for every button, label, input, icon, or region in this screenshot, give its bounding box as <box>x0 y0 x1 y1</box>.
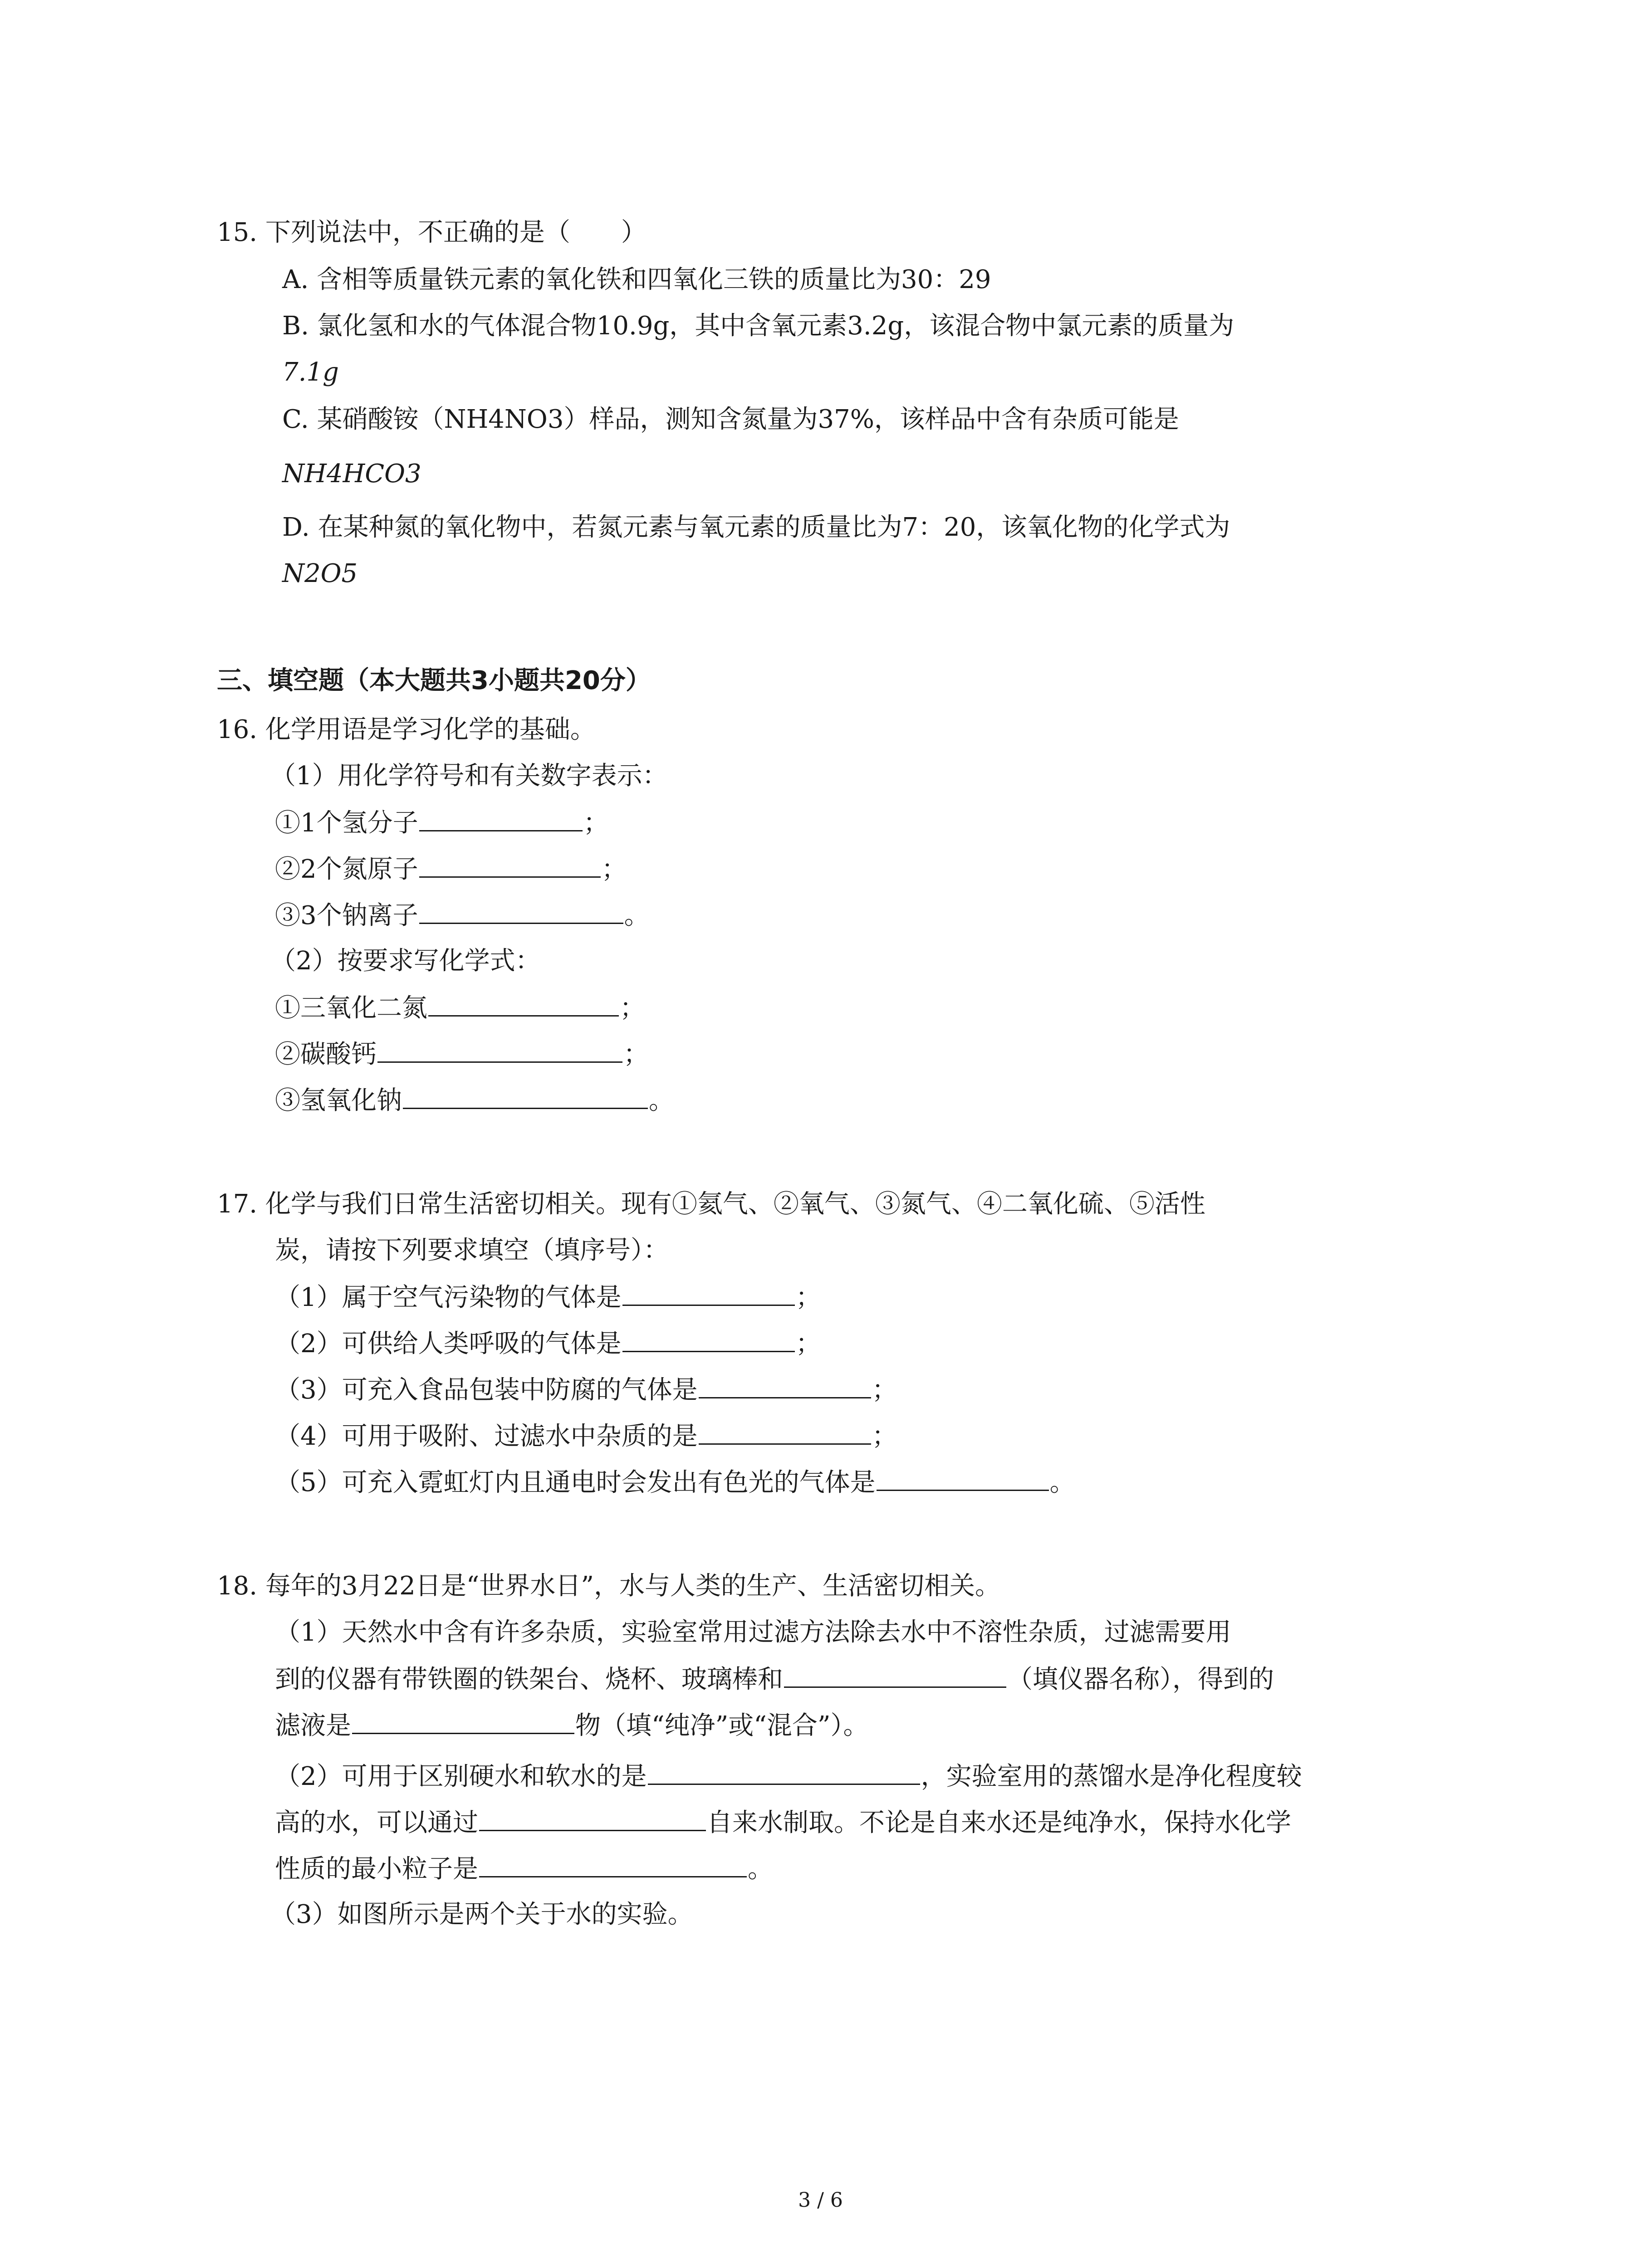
q16-item-label: ①三氧化二氮 <box>275 993 427 1023</box>
punctuation: ； <box>872 1422 897 1451</box>
answer-blank[interactable] <box>377 1038 622 1063</box>
q16-item-label: ②2个氮原子 <box>275 855 418 884</box>
q18-part3: （3）如图所示是两个关于水的实验。 <box>270 1900 693 1929</box>
punctuation: ； <box>872 1375 897 1405</box>
answer-blank[interactable] <box>352 1709 574 1734</box>
q18-part1-cont <box>275 1663 1274 1696</box>
q17-part-label: （1）属于空气污染物的气体是 <box>275 1283 622 1312</box>
answer-blank[interactable] <box>699 1420 871 1445</box>
q16-item <box>275 853 627 885</box>
q16-item-label: ②碳酸钙 <box>275 1040 377 1069</box>
punctuation: 。 <box>1049 1468 1075 1497</box>
q15-option-c-formula: NH4HCO3 <box>282 459 421 489</box>
q15-option-c: C. 某硝酸铵（NH4NO3）样品，测知含氮量为37%，该样品中含有杂质可能是 <box>282 405 1179 434</box>
answer-blank[interactable] <box>648 1760 920 1785</box>
answer-blank[interactable] <box>479 1806 706 1831</box>
q18-text: 物（填“纯净”或“混合”）。 <box>575 1711 869 1740</box>
q17-part <box>275 1466 1075 1499</box>
q17-stem-cont: 炭，请按下列要求填空（填序号）： <box>275 1236 669 1265</box>
q15-option-a: A. 含相等质量铁元素的氧化铁和四氧化三铁的质量比为30：29 <box>282 265 991 294</box>
q18-text: 性质的最小粒子是 <box>275 1854 478 1884</box>
punctuation: ； <box>583 808 609 838</box>
q16-item <box>275 899 650 932</box>
q18-text: 滤液是 <box>275 1711 351 1740</box>
answer-blank[interactable] <box>622 1327 795 1352</box>
q16-item-label: ③3个钠离子 <box>275 901 418 930</box>
answer-blank[interactable] <box>419 853 601 878</box>
answer-blank[interactable] <box>699 1374 871 1398</box>
answer-blank[interactable] <box>877 1466 1049 1491</box>
q16-item-label: ①1个氢分子 <box>275 808 418 838</box>
page-number: 3 / 6 <box>798 2189 843 2212</box>
q18-part2-cont <box>275 1853 773 1885</box>
answer-blank[interactable] <box>428 992 619 1017</box>
q17-part-label: （5）可充入霓虹灯内且通电时会发出有色光的气体是 <box>275 1468 876 1497</box>
answer-blank[interactable] <box>622 1281 795 1306</box>
q18-part2-cont <box>275 1806 1291 1839</box>
q17-part-label: （3）可充入食品包装中防腐的气体是 <box>275 1375 698 1405</box>
answer-blank[interactable] <box>419 807 583 831</box>
q18-text: （填仪器名称），得到的 <box>1007 1665 1274 1694</box>
section-heading: 三、填空题（本大题共3小题共20分） <box>217 666 651 695</box>
q17-part <box>275 1327 821 1360</box>
q16-part2: （2）按要求写化学式： <box>270 946 541 976</box>
punctuation: 。 <box>748 1854 773 1884</box>
q18-text: 到的仪器有带铁圈的铁架台、烧杯、玻璃棒和 <box>275 1665 783 1694</box>
q18-part2 <box>275 1760 1302 1793</box>
punctuation: ； <box>795 1329 821 1359</box>
q18-text: （2）可用于区别硬水和软水的是 <box>275 1762 647 1791</box>
answer-blank[interactable] <box>784 1663 1006 1688</box>
q16-stem: 16. 化学用语是学习化学的基础。 <box>217 715 596 744</box>
punctuation: ； <box>620 993 645 1023</box>
q17-part-label: （4）可用于吸附、过滤水中杂质的是 <box>275 1422 698 1451</box>
answer-blank[interactable] <box>419 899 623 924</box>
q18-text: ，实验室用的蒸馏水是净化程度较 <box>921 1762 1302 1791</box>
q17-part <box>275 1281 821 1314</box>
q18-text: 自来水制取。不论是自来水还是纯净水，保持水化学 <box>707 1808 1291 1838</box>
q16-item-label: ③氢氧化钠 <box>275 1086 402 1115</box>
q18-part1: （1）天然水中含有许多杂质，实验室常用过滤方法除去水中不溶性杂质，过滤需要用 <box>275 1618 1231 1647</box>
q15-option-d-formula: N2O5 <box>282 559 358 588</box>
q16-part1: （1）用化学符号和有关数字表示： <box>270 761 668 791</box>
q18-part1-cont <box>275 1709 869 1742</box>
answer-blank[interactable] <box>479 1853 747 1877</box>
punctuation: ； <box>623 1040 649 1069</box>
q17-part-label: （2）可供给人类呼吸的气体是 <box>275 1329 622 1359</box>
q15-option-d: D. 在某种氮的氧化物中，若氮元素与氧元素的质量比为7：20，该氧化物的化学式为 <box>282 513 1230 542</box>
q16-item <box>275 1038 649 1070</box>
q18-text: 高的水，可以通过 <box>275 1808 478 1838</box>
q18-stem: 18. 每年的3月22日是“世界水日”，水与人类的生产、生活密切相关。 <box>217 1571 1001 1601</box>
q17-stem: 17. 化学与我们日常生活密切相关。现有①氦气、②氧气、③氮气、④二氧化硫、⑤活性 <box>217 1189 1205 1219</box>
answer-blank[interactable] <box>403 1084 648 1109</box>
q15-option-b-cont: 7.1g <box>282 357 339 387</box>
q17-part <box>275 1420 897 1452</box>
punctuation: 。 <box>624 901 650 930</box>
punctuation: ； <box>795 1283 821 1312</box>
punctuation: ； <box>601 855 627 884</box>
q16-item <box>275 992 645 1024</box>
punctuation: 。 <box>649 1086 674 1115</box>
q17-part <box>275 1374 897 1406</box>
q16-item <box>275 1084 674 1117</box>
q16-item <box>275 807 609 839</box>
q15-stem: 15. 下列说法中，不正确的是（ ） <box>217 218 647 247</box>
q15-option-b: B. 氯化氢和水的气体混合物10.9g，其中含氧元素3.2g，该混合物中氯元素的质量为 <box>282 311 1234 341</box>
